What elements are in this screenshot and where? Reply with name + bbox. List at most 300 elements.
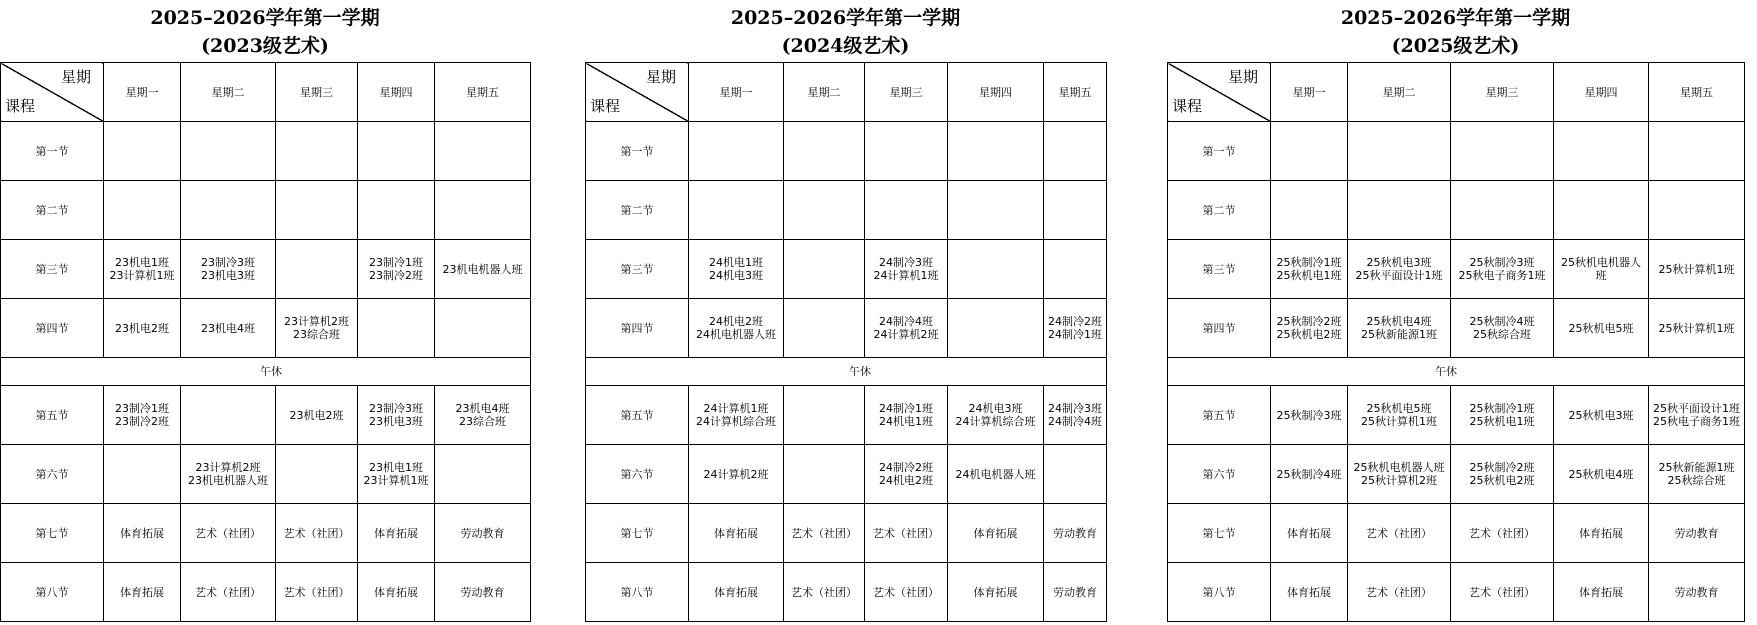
period-label: 第五节 bbox=[1, 386, 104, 445]
class-name: 24制冷2班 bbox=[1048, 315, 1102, 328]
class-name: 劳动教育 bbox=[1053, 526, 1097, 540]
title-line-1: 2025–2026学年第一学期 bbox=[1340, 7, 1571, 29]
class-cell bbox=[1554, 445, 1649, 504]
class-cell bbox=[1348, 240, 1451, 299]
class-name: 23机电1班 bbox=[369, 461, 423, 474]
class-cell bbox=[1554, 504, 1649, 563]
class-name: 艺术（社团） bbox=[1366, 585, 1432, 599]
class-cell bbox=[689, 386, 784, 445]
class-name: 23综合班 bbox=[459, 415, 506, 428]
class-cell bbox=[1348, 445, 1451, 504]
timetable-2024 bbox=[585, 0, 1106, 622]
corner-course-label: 课程 bbox=[590, 97, 621, 115]
class-cell bbox=[276, 240, 358, 299]
class-cell bbox=[865, 386, 948, 445]
class-cell bbox=[276, 181, 358, 240]
class-cell bbox=[1554, 122, 1649, 181]
period-row bbox=[586, 386, 1107, 445]
class-cell bbox=[784, 181, 865, 240]
class-name: 25秋机电5班 bbox=[1568, 321, 1634, 335]
class-name: 艺术（社团） bbox=[1469, 526, 1535, 540]
class-cell bbox=[435, 240, 531, 299]
class-name: 25秋机电4班 bbox=[1568, 467, 1634, 481]
title-line-1: 2025–2026学年第一学期 bbox=[730, 7, 961, 29]
class-name: 体育拓展 bbox=[1287, 526, 1331, 540]
lunch-break-label: 午休 bbox=[586, 358, 1107, 386]
class-cell bbox=[435, 386, 531, 445]
class-name: 体育拓展 bbox=[1579, 585, 1623, 599]
schedule-title bbox=[0, 0, 530, 62]
period-row bbox=[1, 299, 531, 358]
class-cell bbox=[1044, 122, 1107, 181]
class-name: 班 bbox=[1595, 269, 1607, 282]
class-name: 体育拓展 bbox=[374, 585, 418, 599]
class-cell bbox=[1451, 240, 1554, 299]
header-row bbox=[586, 63, 1107, 122]
period-label: 第二节 bbox=[1, 181, 104, 240]
class-cell bbox=[276, 299, 358, 358]
class-cell bbox=[181, 563, 276, 622]
class-name: 23机电机器人班 bbox=[442, 262, 523, 276]
class-name: 25秋机电5班 bbox=[1366, 402, 1432, 415]
class-cell bbox=[1451, 563, 1554, 622]
class-name: 25秋机电3班 bbox=[1568, 408, 1634, 422]
period-label: 第八节 bbox=[1, 563, 104, 622]
class-cell bbox=[104, 240, 181, 299]
period-label: 第四节 bbox=[1, 299, 104, 358]
class-cell bbox=[435, 504, 531, 563]
class-name: 23计算机2班 bbox=[195, 461, 261, 474]
period-row bbox=[1168, 181, 1745, 240]
period-label: 第五节 bbox=[1168, 386, 1271, 445]
class-cell bbox=[784, 122, 865, 181]
class-cell bbox=[865, 240, 948, 299]
class-name: 25秋平面设计1班 bbox=[1653, 402, 1740, 415]
class-name: 艺术（社团） bbox=[1366, 526, 1432, 540]
day-header: 星期一 bbox=[1271, 63, 1348, 122]
class-name: 25秋机电1班 bbox=[1276, 269, 1342, 282]
corner-cell bbox=[1168, 63, 1271, 122]
period-label: 第八节 bbox=[1168, 563, 1271, 622]
period-label: 第六节 bbox=[1, 445, 104, 504]
period-label: 第四节 bbox=[1168, 299, 1271, 358]
class-name: 23制冷3班 bbox=[369, 402, 423, 415]
class-name: 24制冷1班 bbox=[879, 402, 933, 415]
class-name: 体育拓展 bbox=[374, 526, 418, 540]
corner-weekday-label: 星期 bbox=[60, 68, 91, 86]
class-name: 23机电2班 bbox=[115, 321, 169, 335]
title-line-2: (2025级艺术) bbox=[1391, 35, 1520, 57]
class-name: 体育拓展 bbox=[1287, 585, 1331, 599]
class-name: 劳动教育 bbox=[1053, 585, 1097, 599]
class-cell bbox=[435, 299, 531, 358]
class-name: 24制冷4班 bbox=[1048, 415, 1102, 428]
period-label: 第一节 bbox=[1168, 122, 1271, 181]
class-cell bbox=[276, 122, 358, 181]
class-cell bbox=[865, 122, 948, 181]
class-cell bbox=[1044, 181, 1107, 240]
class-cell bbox=[948, 299, 1044, 358]
class-cell bbox=[1271, 299, 1348, 358]
class-cell bbox=[948, 122, 1044, 181]
class-cell bbox=[689, 240, 784, 299]
class-cell bbox=[181, 240, 276, 299]
period-row bbox=[586, 122, 1107, 181]
class-cell bbox=[1451, 445, 1554, 504]
class-cell bbox=[358, 386, 435, 445]
class-name: 艺术（社团） bbox=[283, 526, 350, 540]
class-cell bbox=[1649, 504, 1745, 563]
class-name: 25秋机电1班 bbox=[1469, 415, 1535, 428]
period-label: 第七节 bbox=[586, 504, 689, 563]
class-cell bbox=[435, 563, 531, 622]
day-header: 星期五 bbox=[1649, 63, 1745, 122]
class-cell bbox=[948, 504, 1044, 563]
class-cell bbox=[1554, 386, 1649, 445]
lunch-break-label: 午休 bbox=[1168, 358, 1745, 386]
corner-weekday-label: 星期 bbox=[645, 68, 676, 86]
day-header: 星期一 bbox=[689, 63, 784, 122]
class-cell bbox=[1044, 386, 1107, 445]
class-cell bbox=[358, 181, 435, 240]
class-cell bbox=[1649, 563, 1745, 622]
class-cell bbox=[948, 445, 1044, 504]
class-cell bbox=[1044, 299, 1107, 358]
class-cell bbox=[689, 504, 784, 563]
class-name: 劳动教育 bbox=[460, 526, 505, 540]
class-name: 艺术（社团） bbox=[791, 526, 857, 540]
class-cell bbox=[104, 504, 181, 563]
period-row bbox=[1, 563, 531, 622]
class-name: 艺术（社团） bbox=[195, 526, 261, 540]
class-cell bbox=[1649, 122, 1745, 181]
class-cell bbox=[784, 386, 865, 445]
class-name: 25秋制冷2班 bbox=[1276, 315, 1342, 328]
class-name: 25秋电子商务1班 bbox=[1458, 269, 1546, 282]
class-cell bbox=[1044, 240, 1107, 299]
class-name: 23机电4班 bbox=[455, 402, 510, 415]
day-header: 星期四 bbox=[358, 63, 435, 122]
class-name: 23机电1班 bbox=[115, 256, 169, 269]
class-cell bbox=[104, 445, 181, 504]
class-cell bbox=[1271, 240, 1348, 299]
class-name: 25秋计算机2班 bbox=[1361, 474, 1437, 487]
class-name: 艺术（社团） bbox=[1469, 585, 1535, 599]
class-cell bbox=[1451, 504, 1554, 563]
class-name: 24计算机1班 bbox=[703, 402, 769, 415]
class-name: 体育拓展 bbox=[120, 585, 164, 599]
class-cell bbox=[1649, 240, 1745, 299]
class-name: 体育拓展 bbox=[973, 585, 1018, 599]
class-cell bbox=[435, 181, 531, 240]
class-cell bbox=[948, 181, 1044, 240]
class-name: 25秋综合班 bbox=[1667, 474, 1726, 487]
class-name: 24机电1班 bbox=[879, 415, 933, 428]
class-cell bbox=[948, 386, 1044, 445]
class-name: 24机电2班 bbox=[879, 474, 933, 487]
class-name: 24机电1班 bbox=[709, 256, 763, 269]
period-label: 第八节 bbox=[586, 563, 689, 622]
class-name: 劳动教育 bbox=[1674, 585, 1719, 599]
class-cell bbox=[1348, 122, 1451, 181]
class-name: 23机电3班 bbox=[201, 269, 255, 282]
class-cell bbox=[865, 445, 948, 504]
period-row bbox=[1168, 445, 1745, 504]
class-name: 25秋计算机1班 bbox=[1658, 262, 1735, 276]
class-cell bbox=[104, 181, 181, 240]
class-name: 23制冷1班 bbox=[369, 256, 423, 269]
class-name: 24机电3班 bbox=[709, 269, 763, 282]
class-cell bbox=[1348, 299, 1451, 358]
day-header: 星期五 bbox=[435, 63, 531, 122]
corner-course-label: 课程 bbox=[5, 97, 36, 115]
period-label: 第六节 bbox=[586, 445, 689, 504]
class-cell bbox=[1451, 386, 1554, 445]
class-cell bbox=[104, 563, 181, 622]
class-cell bbox=[181, 504, 276, 563]
class-name: 25秋机电机器人 bbox=[1561, 256, 1641, 269]
schedule-title bbox=[1167, 0, 1744, 62]
class-cell bbox=[276, 386, 358, 445]
class-cell bbox=[104, 299, 181, 358]
period-label: 第五节 bbox=[586, 386, 689, 445]
class-name: 25秋制冷1班 bbox=[1469, 402, 1535, 415]
class-name: 24制冷1班 bbox=[1048, 328, 1102, 341]
lunch-break-label: 午休 bbox=[1, 358, 531, 386]
day-header: 星期五 bbox=[1044, 63, 1107, 122]
period-row bbox=[586, 563, 1107, 622]
timetable-grid bbox=[1167, 62, 1745, 622]
title-line-2: (2023级艺术) bbox=[201, 35, 329, 57]
period-row bbox=[1168, 122, 1745, 181]
class-name: 25秋平面设计1班 bbox=[1355, 269, 1443, 282]
class-name: 23机电2班 bbox=[289, 408, 344, 422]
class-cell bbox=[1649, 386, 1745, 445]
class-cell bbox=[104, 386, 181, 445]
day-header: 星期二 bbox=[1348, 63, 1451, 122]
period-label: 第一节 bbox=[586, 122, 689, 181]
class-cell bbox=[865, 504, 948, 563]
class-cell bbox=[1554, 299, 1649, 358]
period-label: 第三节 bbox=[1, 240, 104, 299]
class-name: 25秋电子商务1班 bbox=[1653, 415, 1740, 428]
class-name: 25秋计算机1班 bbox=[1658, 321, 1735, 335]
class-cell bbox=[784, 240, 865, 299]
class-name: 23计算机2班 bbox=[284, 315, 349, 328]
class-cell bbox=[1271, 122, 1348, 181]
class-cell bbox=[1554, 181, 1649, 240]
class-cell bbox=[1271, 445, 1348, 504]
day-header: 星期三 bbox=[276, 63, 358, 122]
class-name: 25秋机电4班 bbox=[1366, 315, 1432, 328]
day-header: 星期四 bbox=[948, 63, 1044, 122]
class-name: 25秋新能源1班 bbox=[1658, 461, 1735, 474]
class-cell bbox=[1348, 181, 1451, 240]
class-name: 劳动教育 bbox=[460, 585, 505, 599]
class-cell bbox=[784, 445, 865, 504]
period-row bbox=[1168, 386, 1745, 445]
class-name: 24计算机2班 bbox=[703, 467, 769, 481]
class-cell bbox=[1649, 299, 1745, 358]
class-name: 24制冷3班 bbox=[879, 256, 933, 269]
period-row bbox=[1, 122, 531, 181]
lunch-row bbox=[586, 358, 1107, 386]
class-cell bbox=[435, 122, 531, 181]
corner-course-label: 课程 bbox=[1172, 97, 1203, 115]
class-cell bbox=[689, 563, 784, 622]
period-label: 第三节 bbox=[586, 240, 689, 299]
day-header: 星期三 bbox=[1451, 63, 1554, 122]
class-cell bbox=[1271, 504, 1348, 563]
header-row bbox=[1168, 63, 1745, 122]
class-name: 劳动教育 bbox=[1674, 526, 1719, 540]
class-cell bbox=[181, 181, 276, 240]
class-name: 23计算机1班 bbox=[363, 474, 429, 487]
class-name: 23制冷1班 bbox=[115, 402, 169, 415]
class-name: 24机电机器人班 bbox=[955, 467, 1036, 481]
period-row bbox=[1168, 299, 1745, 358]
class-name: 艺术（社团） bbox=[283, 585, 350, 599]
class-name: 23机电3班 bbox=[369, 415, 423, 428]
class-cell bbox=[104, 122, 181, 181]
class-cell bbox=[1348, 386, 1451, 445]
class-cell bbox=[1649, 181, 1745, 240]
class-name: 24计算机综合班 bbox=[696, 415, 776, 428]
class-name: 25秋机电2班 bbox=[1276, 328, 1342, 341]
class-cell bbox=[181, 299, 276, 358]
corner-cell bbox=[1, 63, 104, 122]
day-header: 星期三 bbox=[865, 63, 948, 122]
class-name: 体育拓展 bbox=[714, 585, 758, 599]
class-name: 25秋机电2班 bbox=[1469, 474, 1535, 487]
class-name: 艺术（社团） bbox=[791, 585, 857, 599]
class-name: 24机电3班 bbox=[968, 402, 1023, 415]
day-header: 星期四 bbox=[1554, 63, 1649, 122]
period-label: 第三节 bbox=[1168, 240, 1271, 299]
class-name: 23制冷2班 bbox=[369, 269, 423, 282]
class-cell bbox=[784, 504, 865, 563]
period-label: 第一节 bbox=[1, 122, 104, 181]
period-label: 第七节 bbox=[1, 504, 104, 563]
class-name: 25秋计算机1班 bbox=[1361, 415, 1437, 428]
class-cell bbox=[1271, 563, 1348, 622]
class-cell bbox=[181, 122, 276, 181]
period-row bbox=[1, 386, 531, 445]
class-name: 25秋制冷2班 bbox=[1469, 461, 1535, 474]
class-name: 25秋机电机器人班 bbox=[1353, 461, 1445, 474]
class-name: 25秋新能源1班 bbox=[1361, 328, 1437, 341]
period-label: 第六节 bbox=[1168, 445, 1271, 504]
class-cell bbox=[689, 445, 784, 504]
corner-weekday-label: 星期 bbox=[1227, 68, 1258, 86]
class-cell bbox=[1044, 563, 1107, 622]
class-cell bbox=[1554, 240, 1649, 299]
class-name: 体育拓展 bbox=[714, 526, 758, 540]
class-cell bbox=[865, 181, 948, 240]
class-cell bbox=[1451, 122, 1554, 181]
period-row bbox=[1, 445, 531, 504]
day-header: 星期二 bbox=[784, 63, 865, 122]
class-cell bbox=[358, 240, 435, 299]
class-cell bbox=[948, 240, 1044, 299]
class-name: 25秋制冷4班 bbox=[1276, 467, 1342, 481]
timetable-2023 bbox=[0, 0, 530, 622]
period-label: 第二节 bbox=[1168, 181, 1271, 240]
title-line-1: 2025–2026学年第一学期 bbox=[150, 7, 380, 29]
class-name: 体育拓展 bbox=[973, 526, 1018, 540]
period-row bbox=[1168, 504, 1745, 563]
lunch-row bbox=[1, 358, 531, 386]
class-cell bbox=[1044, 504, 1107, 563]
class-cell bbox=[1451, 181, 1554, 240]
class-cell bbox=[689, 299, 784, 358]
class-cell bbox=[1554, 563, 1649, 622]
timetable-grid bbox=[0, 62, 531, 622]
class-cell bbox=[865, 299, 948, 358]
period-row bbox=[1168, 240, 1745, 299]
period-row bbox=[1, 240, 531, 299]
lunch-row bbox=[1168, 358, 1745, 386]
period-label: 第四节 bbox=[586, 299, 689, 358]
class-name: 24计算机综合班 bbox=[955, 415, 1036, 428]
class-cell bbox=[1044, 445, 1107, 504]
class-name: 25秋综合班 bbox=[1473, 328, 1531, 341]
period-row bbox=[586, 240, 1107, 299]
class-cell bbox=[358, 445, 435, 504]
class-cell bbox=[948, 563, 1044, 622]
class-cell bbox=[1649, 445, 1745, 504]
class-name: 23制冷3班 bbox=[201, 256, 255, 269]
class-cell bbox=[865, 563, 948, 622]
class-name: 体育拓展 bbox=[120, 526, 164, 540]
class-cell bbox=[276, 504, 358, 563]
class-name: 25秋制冷1班 bbox=[1276, 256, 1342, 269]
class-cell bbox=[181, 445, 276, 504]
class-cell bbox=[181, 386, 276, 445]
class-name: 23计算机1班 bbox=[109, 269, 175, 282]
title-line-2: (2024级艺术) bbox=[781, 35, 910, 57]
class-name: 24计算机1班 bbox=[873, 269, 939, 282]
day-header: 星期二 bbox=[181, 63, 276, 122]
class-name: 25秋制冷3班 bbox=[1276, 408, 1342, 422]
class-name: 24制冷3班 bbox=[1048, 402, 1102, 415]
class-cell bbox=[689, 122, 784, 181]
class-cell bbox=[784, 299, 865, 358]
class-cell bbox=[689, 181, 784, 240]
class-name: 25秋制冷3班 bbox=[1469, 256, 1535, 269]
corner-cell bbox=[586, 63, 689, 122]
class-name: 24机电机器人班 bbox=[696, 328, 776, 341]
class-cell bbox=[276, 563, 358, 622]
period-row bbox=[586, 299, 1107, 358]
class-name: 艺术（社团） bbox=[873, 585, 939, 599]
class-name: 23机电机器人班 bbox=[188, 474, 268, 487]
period-row bbox=[586, 445, 1107, 504]
period-row bbox=[1168, 563, 1745, 622]
period-label: 第二节 bbox=[586, 181, 689, 240]
class-name: 24制冷4班 bbox=[879, 315, 933, 328]
class-cell bbox=[784, 563, 865, 622]
day-header: 星期一 bbox=[104, 63, 181, 122]
class-name: 24机电2班 bbox=[709, 315, 763, 328]
period-row bbox=[1, 504, 531, 563]
class-cell bbox=[1451, 299, 1554, 358]
class-cell bbox=[435, 445, 531, 504]
timetable-2025 bbox=[1167, 0, 1744, 622]
schedule-title bbox=[585, 0, 1106, 62]
class-cell bbox=[358, 504, 435, 563]
timetable-grid bbox=[585, 62, 1107, 622]
